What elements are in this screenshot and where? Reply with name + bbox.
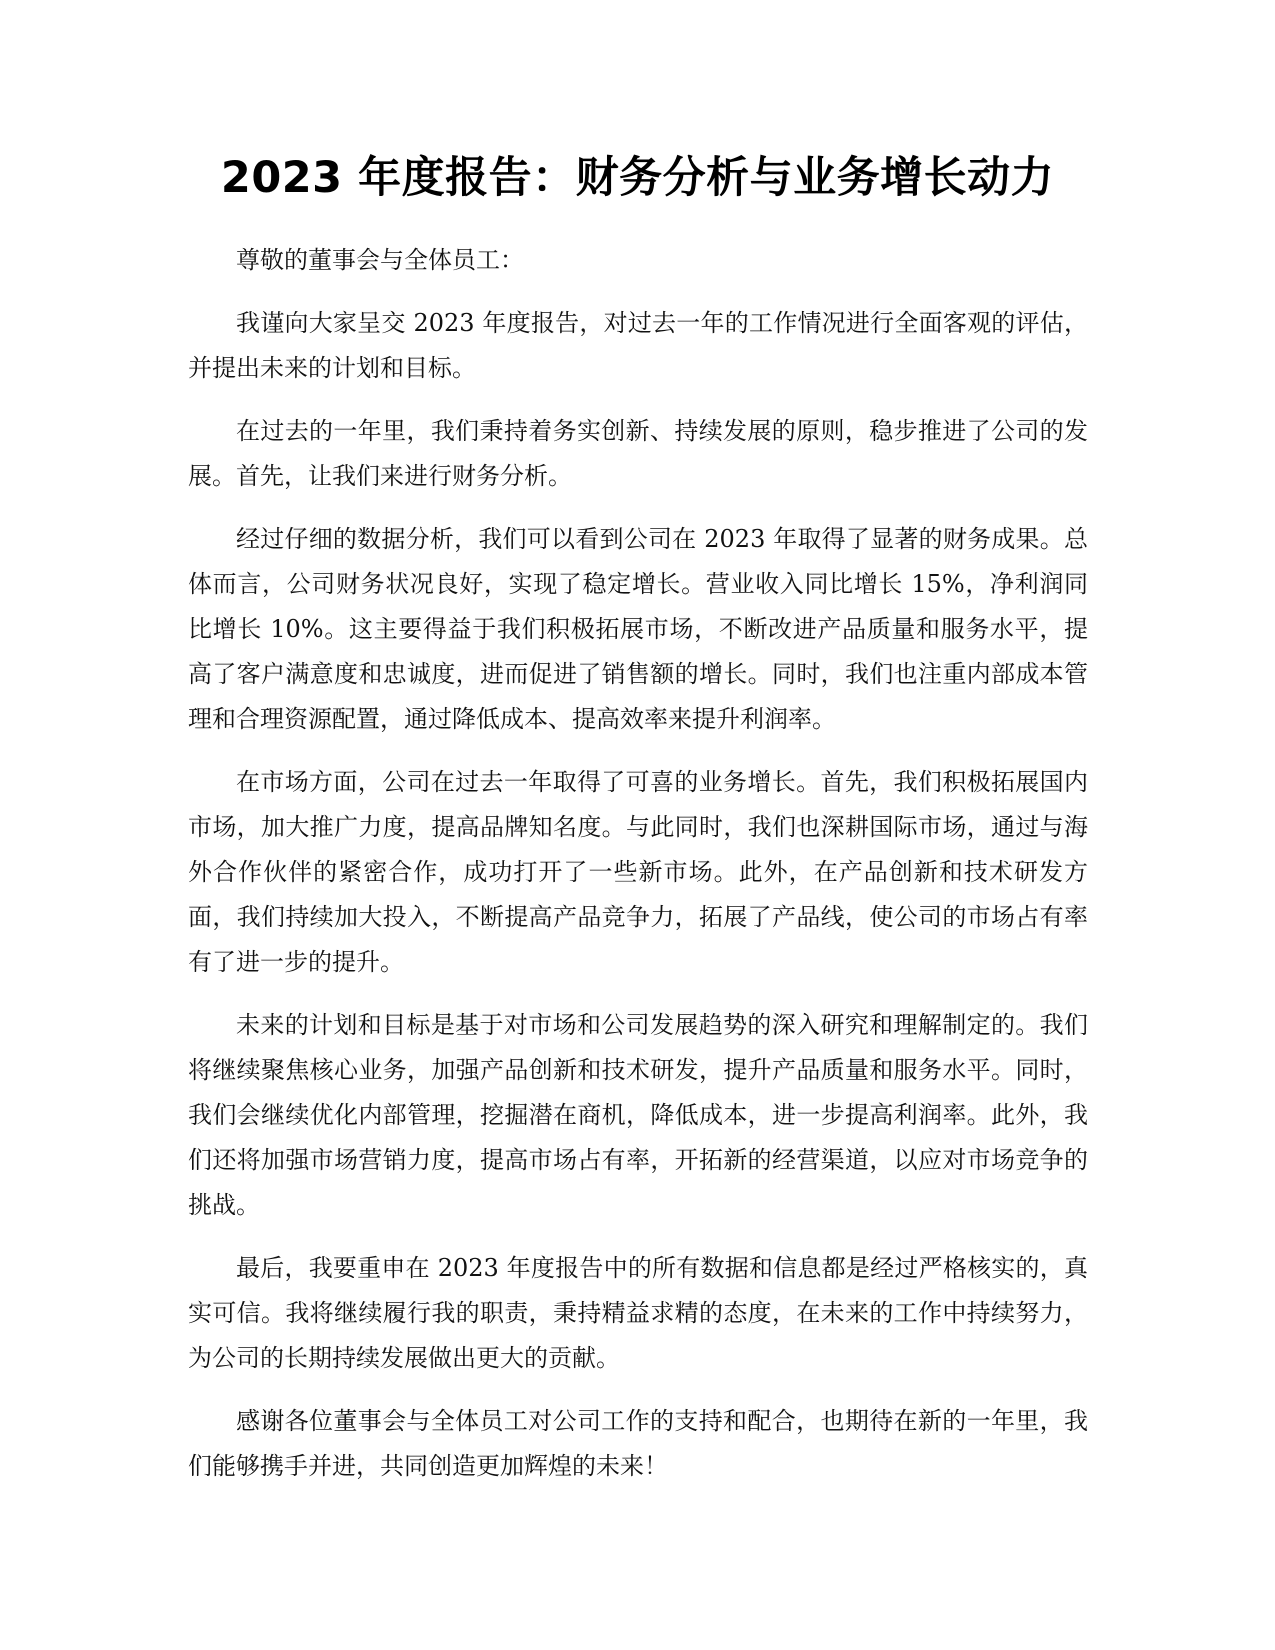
paragraph-thanks: 感谢各位董事会与全体员工对公司工作的支持和配合，也期待在新的一年里，我们能够携手并进，共同创造更加辉煌的未来！ — [188, 1407, 1088, 1480]
paragraph-future-plans: 未来的计划和目标是基于对市场和公司发展趋势的深入研究和理解制定的。我们将继续聚焦核心业务，加强产品创新和技术研发，提升产品质量和服务水平。同时，我们会继续优化内部管理，挖掘潜在商机，降低成本，进一步提高利润率。此外，我们还将加强市场营销力度，提高市场占有率，开拓新的经营渠道，以应对市场竞争的挑战。 — [188, 1011, 1088, 1219]
paragraph-conclusion: 最后，我要重申在 2023 年度报告中的所有数据和信息都是经过严格核实的，真实可信。我将继续履行我的职责，秉持精益求精的态度，在未来的工作中持续努力，为公司的长期持续发展做出更大的贡献。 — [188, 1254, 1088, 1372]
paragraph-overview: 在过去的一年里，我们秉持着务实创新、持续发展的原则，稳步推进了公司的发展。首先，让我们来进行财务分析。 — [188, 417, 1088, 490]
paragraph-financial-analysis: 经过仔细的数据分析，我们可以看到公司在 2023 年取得了显著的财务成果。总体而言，公司财务状况良好，实现了稳定增长。营业收入同比增长 15%，净利润同比增长 10%。这主要得益于我们积极拓展市场，不断改进产品质量和服务水平，提高了客户满意度和忠诚度，进而促进了销售额的增长。同时，我们也注重内部成本管理和合理资源配置，通过降低成本、提高效率来提升利润率。 — [188, 525, 1088, 733]
paragraph-market-growth: 在市场方面，公司在过去一年取得了可喜的业务增长。首先，我们积极拓展国内市场，加大推广力度，提高品牌知名度。与此同时，我们也深耕国际市场，通过与海外合作伙伴的紧密合作，成功打开了一些新市场。此外，在产品创新和技术研发方面，我们持续加大投入，不断提高产品竞争力，拓展了产品线，使公司的市场占有率有了进一步的提升。 — [188, 768, 1088, 976]
paragraph-introduction: 我谨向大家呈交 2023 年度报告，对过去一年的工作情况进行全面客观的评估，并提出未来的计划和目标。 — [188, 309, 1088, 382]
paragraph-salutation: 尊敬的董事会与全体员工： — [236, 246, 524, 274]
page-title: 2023 年度报告：财务分析与业务增长动力 — [220, 153, 1055, 203]
document-body — [188, 238, 1088, 1507]
